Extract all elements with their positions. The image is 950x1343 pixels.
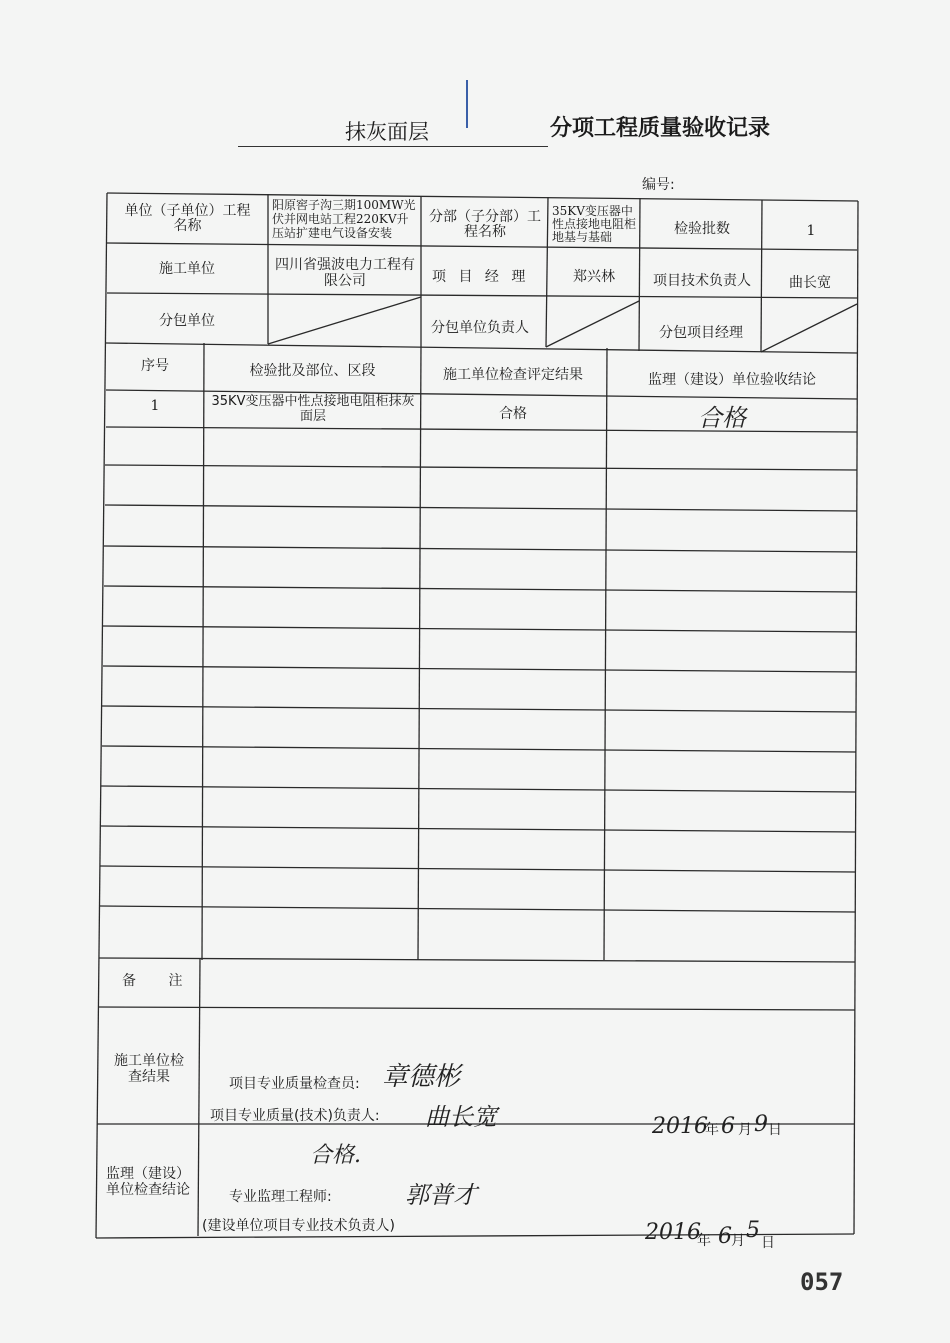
inspector-signature: 章德彬	[382, 1062, 461, 1092]
builder-label: 施工单位	[159, 261, 215, 277]
subcontract-label: 分包单位	[159, 313, 215, 329]
tech-lead-value: 曲长宽	[789, 275, 831, 291]
supervisor-date-year: 2016	[645, 1220, 701, 1245]
remarks-label: 备 注	[122, 973, 197, 989]
supervising-engineer-label: 专业监理工程师:	[229, 1189, 332, 1205]
serial-label: 编号:	[642, 177, 675, 193]
batch-count-value: 1	[806, 223, 816, 239]
supervisor-date-day: 5	[746, 1218, 760, 1243]
row-seq: 1	[150, 398, 160, 414]
builder-date-day-suffix: 日	[768, 1122, 782, 1138]
builder-check-label: 施工单位检查结果	[114, 1053, 184, 1085]
supervisor-date-day-suffix: 日	[761, 1235, 775, 1251]
quality-lead-signature: 曲长宽	[425, 1103, 497, 1131]
supervising-engineer-signature: 郭普才	[405, 1181, 477, 1209]
builder-value: 四川省强波电力工程有限公司	[275, 257, 415, 289]
supervisor-check-label: 监理（建设）单位检查结论	[106, 1166, 190, 1198]
supervisor-date-month-suffix: 月	[731, 1233, 745, 1249]
col-conclusion-header: 监理（建设）单位验收结论	[648, 372, 816, 388]
builder-date-month: 6	[721, 1114, 735, 1139]
builder-date-year: 2016	[652, 1114, 708, 1139]
owner-lead-label: (建设单位项目专业技术负责人)	[202, 1218, 395, 1234]
inspector-label: 项目专业质量检查员:	[229, 1076, 360, 1092]
builder-date-month-suffix: 月	[738, 1122, 752, 1138]
quality-lead-label: 项目专业质量(技术)负责人:	[210, 1108, 380, 1124]
unit-name-value: 阳原窖子沟三期100MW光伏并网电站工程220KV升压站扩建电气设备安装	[272, 198, 416, 240]
subcontract-pm-label: 分包项目经理	[659, 325, 743, 341]
col-seq-header: 序号	[141, 358, 169, 374]
page-number: 057	[800, 1268, 844, 1296]
supervisor-conclusion: 合格.	[310, 1143, 361, 1168]
supervisor-date-year-suffix: 年	[697, 1233, 711, 1249]
title-prefix: 抹灰面层	[345, 120, 429, 144]
unit-name-label: 单位（子单位）工程名称	[124, 203, 251, 234]
project-manager-label: 项 目 经 理	[432, 269, 530, 285]
tech-lead-label: 项目技术负责人	[653, 273, 751, 289]
sub-project-value: 35KV变压器中性点接地电阻柜地基与基础	[552, 204, 637, 244]
subcontract-lead-label: 分包单位负责人	[431, 320, 529, 336]
project-manager-value: 郑兴林	[573, 269, 615, 285]
row-result: 合格	[499, 406, 527, 422]
col-result-header: 施工单位检查评定结果	[443, 367, 583, 383]
row-conclusion-handwritten: 合格	[698, 404, 746, 432]
sub-project-label: 分部（子分部）工程名称	[429, 209, 541, 240]
builder-date-year-suffix: 年	[705, 1122, 719, 1138]
batch-count-label: 检验批数	[674, 221, 730, 237]
supervisor-date-month: 6	[718, 1224, 732, 1249]
builder-date-day: 9	[754, 1112, 768, 1137]
page-title: 分项工程质量验收记录	[550, 116, 771, 141]
row-part: 35KV变压器中性点接地电阻柜抹灰面层	[211, 394, 415, 424]
col-part-header: 检验批及部位、区段	[249, 363, 376, 379]
